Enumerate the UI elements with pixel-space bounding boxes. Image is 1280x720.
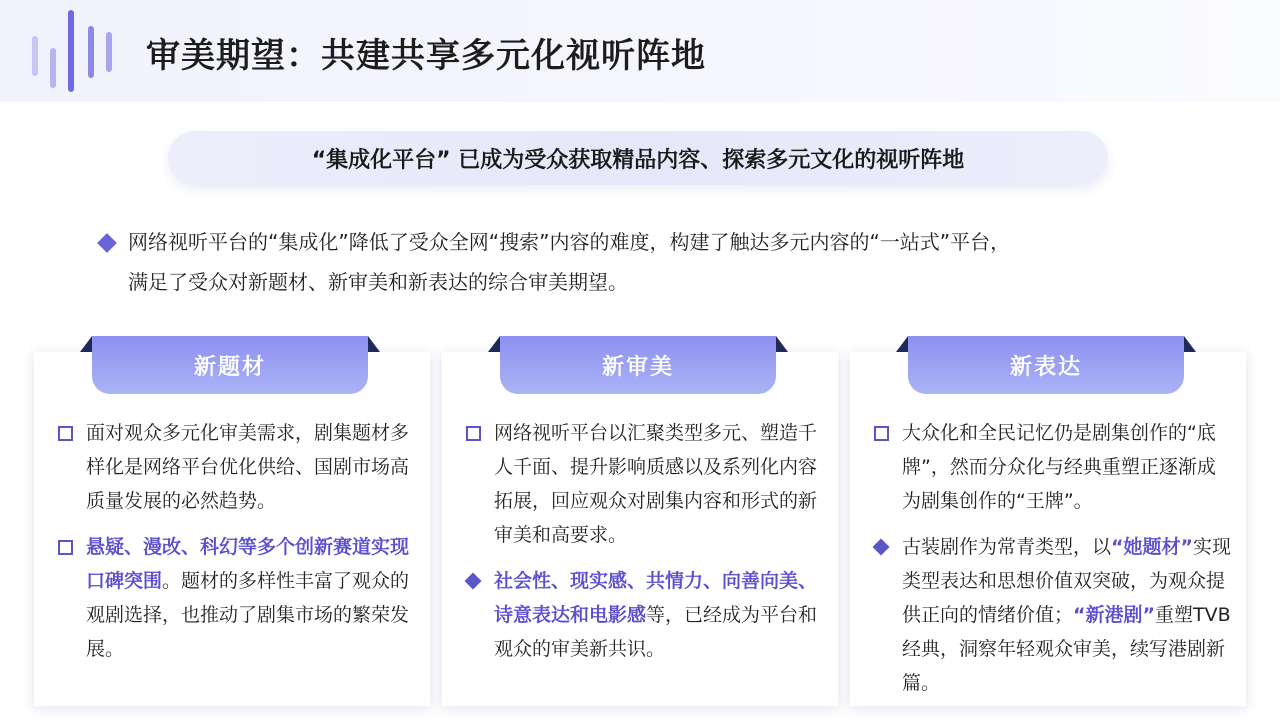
header-band <box>0 0 1280 102</box>
item-text: 等，已经成为平台和观众的审美新共识。 <box>494 604 818 660</box>
card-new-expression <box>850 352 1246 706</box>
list-item <box>464 416 824 552</box>
item-text: 实现类型表达和思想价值双突破，为观众提供正向的情绪价值； <box>902 536 1232 626</box>
list-item <box>464 564 824 666</box>
diamond-bullet-icon <box>97 233 117 253</box>
intro-line-1: 网络视听平台的“集成化”降低了受众全网“搜索”内容的难度，构建了触达多元内容的“一站式”平台， <box>128 230 1011 254</box>
intro-line-2: 满足了受众对新题材、新审美和新表达的综合审美期望。 <box>128 270 628 294</box>
tab-fold-right <box>368 336 380 352</box>
item-text: 面对观众多元化审美需求，剧集题材多样化是网络平台优化供给、国剧市场高质量发展的必然趋势。 <box>86 422 410 512</box>
list-item <box>56 416 416 518</box>
card-new-subject <box>34 352 430 706</box>
list-item <box>56 530 416 666</box>
square-bullet-icon <box>58 426 73 441</box>
tab-fold-left <box>80 336 92 352</box>
card-title: 新表达 <box>908 336 1184 394</box>
card-tab <box>488 336 788 396</box>
card-title: 新题材 <box>92 336 368 394</box>
item-text: 大众化和全民记忆仍是剧集创作的“底牌”，然而分众化与经典重塑正逐渐成为剧集创作的“王牌”。 <box>902 422 1216 512</box>
diamond-bullet-icon <box>873 539 890 556</box>
card-body <box>872 416 1232 712</box>
item-highlight: 社会性、现实感、共情力、向善向美、诗意表达和电影感 <box>494 570 818 626</box>
list-item <box>872 416 1232 518</box>
item-text: 网络视听平台以汇聚类型多元、塑造千人千面、提升影响质感以及系列化内容拓展，回应观众对剧集内容和形式的新审美和高要求。 <box>494 422 818 546</box>
item-text: 重塑TVB经典，洞察年轻观众审美，续写港剧新篇。 <box>902 604 1231 694</box>
square-bullet-icon <box>874 426 889 441</box>
card-new-aesthetics <box>442 352 838 706</box>
square-bullet-icon <box>58 540 73 555</box>
item-highlight: “新港剧” <box>1073 604 1155 626</box>
logo-bars-icon <box>30 10 120 96</box>
card-body <box>464 416 824 678</box>
tab-fold-left <box>488 336 500 352</box>
list-item <box>872 530 1232 700</box>
card-tab <box>80 336 380 396</box>
card-title: 新审美 <box>500 336 776 394</box>
card-body <box>56 416 416 678</box>
item-text: 古装剧作为常青类型，以 <box>902 536 1112 558</box>
page-title: 审美期望：共建共享多元化视听阵地 <box>146 36 706 76</box>
tab-fold-right <box>776 336 788 352</box>
item-highlight: 悬疑、漫改、科幻等多个创新赛道实现口碑突围 <box>86 536 410 592</box>
item-highlight: “她题材” <box>1111 536 1193 558</box>
tab-fold-right <box>1184 336 1196 352</box>
square-bullet-icon <box>466 426 481 441</box>
diamond-bullet-icon <box>465 573 482 590</box>
item-text: 。题材的多样性丰富了观众的观剧选择，也推动了剧集市场的繁荣发展。 <box>86 570 410 660</box>
card-tab <box>896 336 1196 396</box>
intro-paragraph <box>96 222 1206 302</box>
tab-fold-left <box>896 336 908 352</box>
subtitle-banner: “集成化平台” 已成为受众获取精品内容、探索多元文化的视听阵地 <box>168 131 1108 185</box>
